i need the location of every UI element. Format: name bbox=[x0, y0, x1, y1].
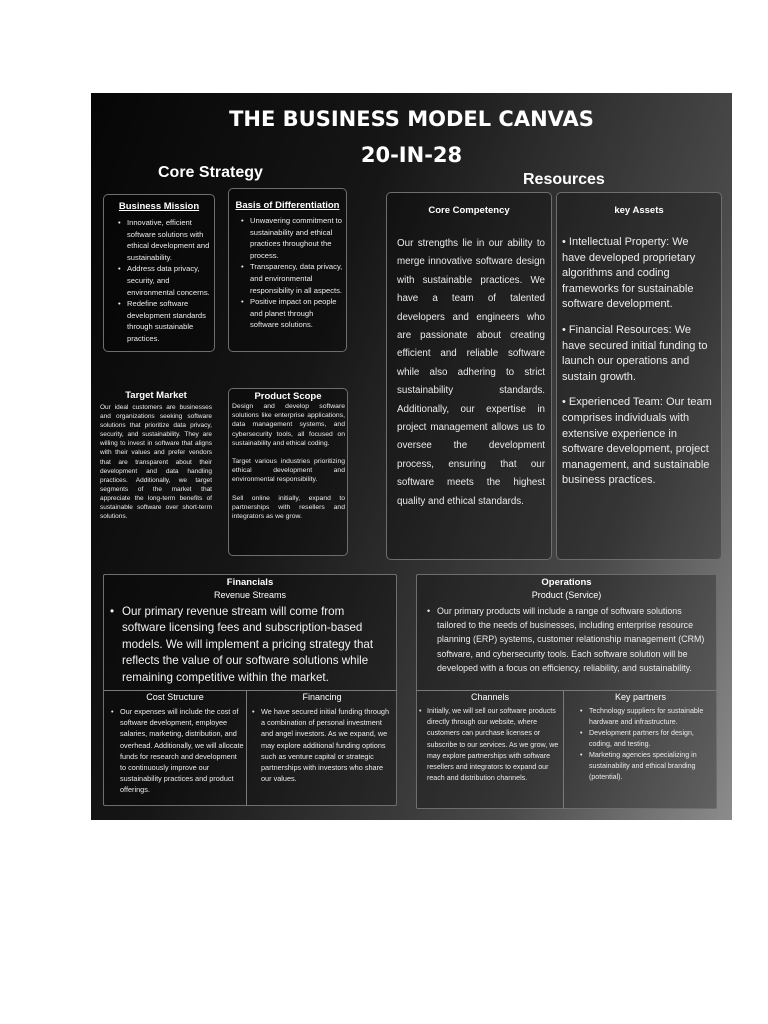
poster-subtitle: 20-IN-28 bbox=[360, 143, 463, 167]
operations-heading: Operations bbox=[541, 577, 592, 588]
list-item: • Development partners for design, coding, and testing. bbox=[589, 728, 713, 750]
financials-divider bbox=[103, 690, 397, 691]
key-assets-title: key Assets bbox=[614, 205, 664, 216]
key-partners-title: Key partners bbox=[614, 692, 667, 702]
cost-structure-cell: Cost Structure • Our expenses will include the cost of software development, employee salaries, marketing, distribution, and overhead. Additionally, we will allocate funds for research and development to continuously improve our sustainability practices and product offerings. bbox=[104, 692, 246, 796]
product-scope-paragraph: Target various industries prioritizing ethical development and environmental responsibility. bbox=[232, 458, 345, 484]
list-item: • Redefine software development standards through sustainable practices. bbox=[127, 298, 211, 344]
core-competency-text: Our strengths lie in our ability to merge innovative software design with sustainable practices. We have a team of talented developers and engineers who are passionate about creating efficient and reliable software while also adhering to strict sustainability standards. Additionally, our expertise in project management allows us to oversee the development process, ensuring that our software meets the highest quality and ethical standards. bbox=[397, 238, 545, 507]
operations-divider bbox=[416, 690, 717, 691]
list-item: • Transparency, data privacy, and environmental responsibility in all aspects. bbox=[250, 261, 343, 296]
product-scope-paragraph: Design and develop software solutions like enterprise applications, data management systems, and cybersecurity tools, all focused on sustainability and ethical coding. bbox=[232, 403, 345, 447]
key-partners-cell bbox=[564, 692, 717, 783]
list-item: • Marketing agencies specializing in sustainability and ethical branding (potential). bbox=[589, 750, 713, 783]
financing-title: Financing bbox=[302, 692, 342, 702]
cost-structure-title: Cost Structure bbox=[146, 692, 204, 702]
basis-of-differentiation-title: Basis of Differentiation bbox=[235, 200, 340, 211]
business-model-canvas-poster bbox=[91, 93, 732, 820]
cost-structure-text: Our expenses will include the cost of software development, employee salaries, marketing, distribution, and overhead. Additionally, we will allocate funds for research and development to continuously improve our sustainability practices and product offerings. bbox=[120, 707, 244, 795]
core-competency-title: Core Competency bbox=[428, 205, 510, 216]
key-asset-item: • Financial Resources: We have secured initial funding to launch our operations and sustain growth. bbox=[562, 323, 708, 383]
business-mission-list bbox=[116, 217, 211, 345]
product-scope-paragraph: Sell online initially, expand to partnerships with resellers and integrators as we grow. bbox=[232, 494, 345, 521]
channels-title: Channels bbox=[470, 692, 510, 702]
core-competency-box bbox=[386, 192, 552, 560]
target-market-text: Our ideal customers are businesses and organizations seeking software solutions that prioritize data privacy, security, and sustainability. They are willing to invest in software that aligns with their values and prefer vendors that are transparent about their development and data handling practices. Additionally, we target segments of the market that appreciate the long-term benefits of sustainable software over short-term solutions. bbox=[100, 404, 212, 521]
list-item: • Positive impact on people and planet through software solutions. bbox=[250, 296, 343, 331]
list-item: • Technology suppliers for sustainable hardware and infrastructure. bbox=[589, 706, 713, 728]
product-scope-title: Product Scope bbox=[254, 391, 322, 402]
list-item: • Innovative, efficient software solutions with ethical development and sustainability. bbox=[127, 217, 211, 263]
operations-box: Operations Product (Service) • Our primary products will include a range of software solutions tailored to the needs of businesses, including enterprise resource planning (ERP) systems, customer relationship management (CRM) software, and cybersecurity tools. Each software solution will be developed with a focus on efficiency, reliability, and sustainability. bbox=[416, 574, 717, 809]
revenue-streams-text: • Our primary revenue stream will come from software licensing fees and subscription-based models. We will implement a pricing strategy that reflects the value of our software solutions while remaining competitive within the market. bbox=[110, 605, 374, 684]
business-mission-title: Business Mission bbox=[118, 201, 200, 212]
revenue-streams-title: Revenue Streams bbox=[213, 590, 287, 600]
target-market-block bbox=[100, 390, 212, 521]
financials-heading: Financials bbox=[226, 577, 274, 588]
poster-title: THE BUSINESS MODEL CANVAS bbox=[229, 107, 594, 131]
financing-text: We have secured initial funding through a combination of personal investment and angel investors. As we expand, we may explore additional funding options such as venture capital or strategic partnerships with investors who share our values. bbox=[261, 707, 390, 784]
business-mission-box bbox=[103, 194, 215, 352]
resources-heading: Resources bbox=[523, 171, 605, 188]
list-item: • Address data privacy, security, and environmental concerns. bbox=[127, 263, 211, 298]
financing-cell: Financing • We have secured initial funding through a combination of personal investment and angel investors. As we expand, we may explore additional funding options such as venture capital or strategic partnerships with investors who share our values. bbox=[247, 692, 397, 784]
target-market-title: Target Market bbox=[125, 390, 187, 401]
product-service-text: Our primary products will include a range of software solutions tailored to the needs of businesses, including enterprise resource planning (ERP) systems, customer relationship management (CRM) software, and cybersecurity tools. Each software solution will be developed with a focus on efficiency, reliability, and sustainability. bbox=[437, 606, 705, 673]
basis-of-differentiation-list bbox=[239, 215, 343, 331]
core-strategy-heading: Core Strategy bbox=[158, 164, 263, 181]
product-scope-box bbox=[228, 388, 348, 556]
key-asset-item: • Experienced Team: Our team comprises individuals with extensive experience in software development, project management, and sustainable business practices. bbox=[562, 396, 712, 487]
basis-of-differentiation-box bbox=[228, 188, 347, 352]
key-asset-item: • Intellectual Property: We have developed proprietary algorithms and coding frameworks for sustainable software development. bbox=[562, 236, 696, 311]
key-partners-list bbox=[578, 706, 713, 783]
channels-text: Initially, we will sell our software products directly through our website, where customers can purchase licenses or subscribe to our services. As we grow, we may explore partnerships with software resellers and integrators to expand our reach and distribution channels. bbox=[427, 707, 559, 783]
channels-cell: Channels • Initially, we will sell our software products directly through our website, where customers can purchase licenses or subscribe to our services. As we grow, we may explore partnerships with software resellers and integrators to expand our reach and distribution channels. bbox=[417, 692, 563, 784]
product-service-title: Product (Service) bbox=[531, 590, 602, 600]
list-item: • Unwavering commitment to sustainability and ethical practices throughout the process. bbox=[250, 215, 343, 261]
key-assets-box bbox=[556, 192, 722, 560]
